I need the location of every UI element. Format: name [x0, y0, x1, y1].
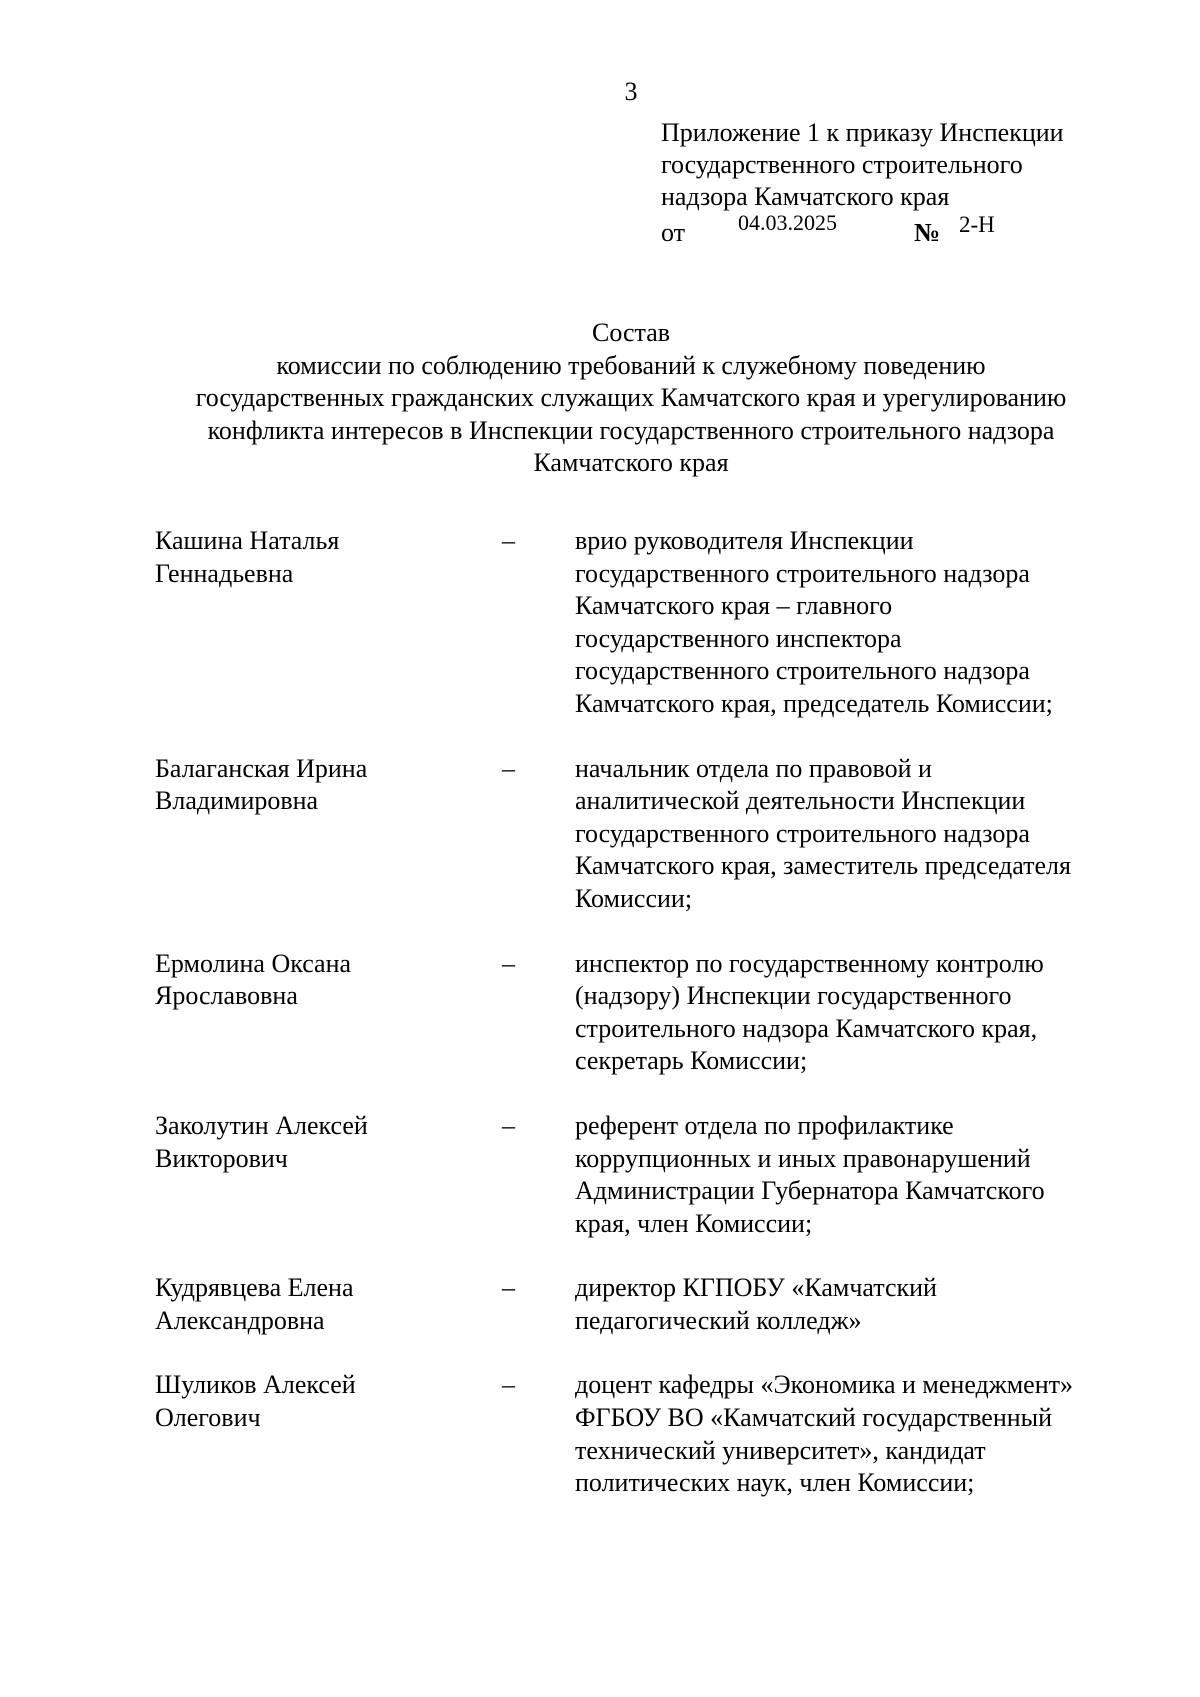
member-name-line: Заколутин Алексей — [155, 1110, 368, 1140]
member-role-line: государственного строительного надзора — [575, 818, 1030, 848]
member-row — [155, 1110, 1115, 1240]
member-role-line: педагогический колледж» — [575, 1305, 862, 1335]
member-name — [155, 948, 495, 1078]
member-name-line: Ярославовна — [155, 981, 298, 1011]
member-name — [155, 525, 495, 721]
member-role-line: государственного инспектора — [575, 623, 902, 653]
member-row — [155, 1272, 1115, 1337]
appendix-line: Приложение 1 к приказу Инспекции — [661, 118, 1064, 147]
member-role-line: начальник отдела по правовой и — [575, 753, 932, 783]
member-role — [575, 948, 1125, 1078]
member-name-line: Геннадьевна — [155, 558, 294, 588]
member-role — [575, 1272, 1125, 1337]
member-dash: – — [502, 526, 515, 555]
member-role-line: технический университет», кандидат — [575, 1435, 986, 1465]
member-role-line: коррупционных и иных правонарушений — [575, 1143, 1031, 1173]
member-name-line: Балаганская Ирина — [155, 753, 368, 783]
member-role-line: Комиссии; — [575, 883, 693, 913]
member-role-line: инспектор по государственному контролю — [575, 948, 1044, 978]
member-role-line: Камчатского края, заместитель председателя — [575, 851, 1071, 881]
member-role-line: Администрации Губернатора Камчатского — [575, 1176, 1045, 1206]
member-name — [155, 753, 495, 916]
number-label: № — [914, 218, 941, 247]
member-role-line: аналитической деятельности Инспекции — [575, 786, 1026, 816]
heading-line: Камчатского края — [533, 448, 729, 477]
members-list — [155, 525, 1115, 1532]
member-name-line: Олегович — [155, 1403, 261, 1433]
member-role-line: строительного надзора Камчатского края, — [575, 1013, 1038, 1043]
member-row — [155, 1369, 1115, 1499]
member-name — [155, 1369, 495, 1499]
member-role — [575, 1369, 1125, 1499]
member-row — [155, 753, 1115, 916]
member-dash: – — [502, 1370, 515, 1400]
heading-line: конфликта интересов в Инспекции государственного строительного надзора — [207, 415, 1055, 445]
heading-title: Состав — [591, 318, 671, 347]
member-role — [575, 1110, 1125, 1240]
member-role-line: референт отдела по профилактике — [575, 1110, 954, 1140]
document-heading — [140, 317, 1122, 480]
member-role-line: врио руководителя Инспекции — [575, 526, 914, 555]
member-row — [155, 948, 1115, 1078]
heading-line: государственных гражданских служащих Камчатского края и урегулированию — [195, 383, 1067, 412]
member-role — [575, 753, 1125, 916]
heading-line: комиссии по соблюдению требований к служебному поведению — [276, 350, 986, 380]
member-dash: – — [502, 1110, 515, 1140]
member-dash: – — [502, 1273, 515, 1303]
member-role-line: ФГБОУ ВО «Камчатский государственный — [575, 1403, 1053, 1433]
member-role-line: директор КГПОБУ «Камчатский — [575, 1273, 937, 1303]
member-role-line: (надзору) Инспекции государственного — [575, 981, 1012, 1011]
member-name-line: Кашина Наталья — [155, 526, 340, 555]
appendix-block — [661, 117, 1161, 213]
member-row — [155, 525, 1115, 721]
order-number: 2-Н — [959, 212, 995, 237]
member-name-line: Ермолина Оксана — [155, 948, 352, 978]
member-dash: – — [502, 948, 515, 978]
order-details — [661, 210, 1161, 250]
member-name-line: Шуликов Алексей — [155, 1370, 356, 1400]
order-date: 04.03.2025 — [738, 210, 837, 235]
member-name-line: Кудрявцева Елена — [155, 1273, 354, 1303]
member-role-line: края, член Комиссии; — [575, 1208, 813, 1238]
appendix-line: надзора Камчатского края — [661, 182, 950, 211]
appendix-line: государственного строительного — [661, 150, 1023, 179]
member-dash: – — [502, 753, 515, 783]
member-role-line: государственного строительного надзора — [575, 558, 1030, 588]
member-role-line: политических наук, член Комиссии; — [575, 1468, 975, 1498]
member-name — [155, 1272, 495, 1337]
page-number: 3 — [624, 77, 638, 106]
from-label: от — [661, 218, 686, 247]
member-role-line: Камчатского края – главного — [575, 591, 893, 621]
member-role-line: доцент кафедры «Экономика и менеджмент» — [575, 1370, 1073, 1400]
member-role-line: секретарь Комиссии; — [575, 1046, 808, 1076]
member-role-line: Камчатского края, председатель Комиссии; — [575, 688, 1053, 718]
member-name-line: Александровна — [155, 1305, 325, 1335]
member-name-line: Владимировна — [155, 786, 319, 816]
member-name — [155, 1110, 495, 1240]
member-role — [575, 525, 1125, 721]
member-role-line: государственного строительного надзора — [575, 656, 1030, 686]
member-name-line: Викторович — [155, 1143, 288, 1173]
